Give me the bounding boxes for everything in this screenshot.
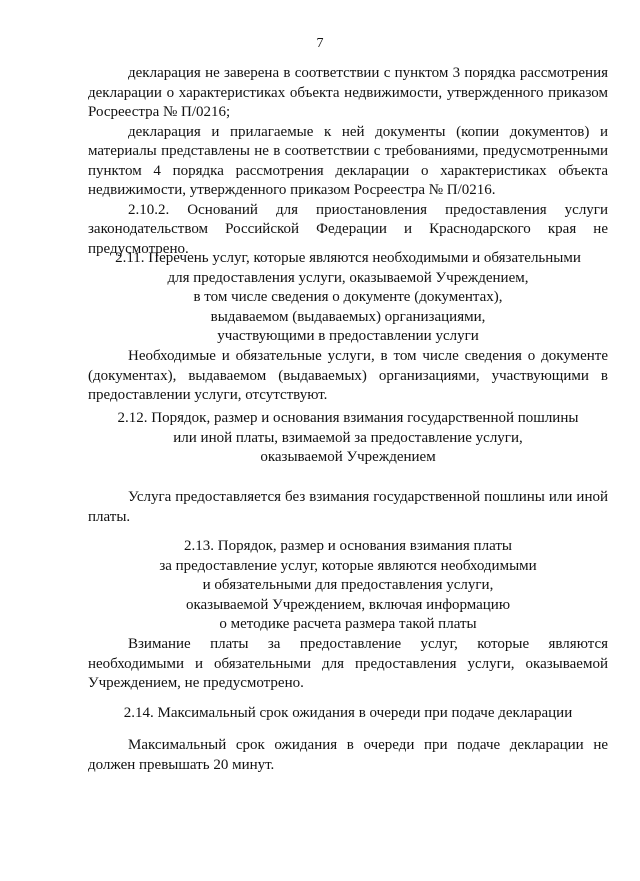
heading-line: или иной платы, взимаемой за предоставление услуги,: [173, 429, 523, 446]
heading-line: оказываемой Учреждением, включая информацию: [185, 596, 511, 613]
heading-line: за предоставление услуг, которые являются необходимыми: [159, 557, 537, 574]
section-text-2-11: [88, 347, 608, 406]
refusal-ground-item: декларация не заверена в соответствии с пунктом 3 порядка рассмотрения декларации о характеристиках объекта недвижимости, утвержденного приказом Росреестра № П/0216;: [88, 65, 608, 120]
section-heading-2-13: [88, 537, 608, 635]
heading-line: оказываемой Учреждением: [260, 449, 436, 465]
refusal-grounds-list: [88, 64, 608, 259]
heading-line: 2.11. Перечень услуг, которые являются необходимыми и обязательными: [115, 250, 581, 266]
heading-line: участвующими в предоставлении услуги: [217, 328, 479, 344]
heading-line: в том числе сведения о документе (документах),: [193, 289, 503, 305]
heading-line: 2.13. Порядок, размер и основания взимания платы: [184, 538, 512, 554]
heading-line: 2.14. Максимальный срок ожидания в очереди при подаче декларации: [123, 705, 573, 721]
heading-line: о методике расчета размера такой платы: [219, 616, 477, 632]
body-paragraph: Услуга предоставляется без взимания государственной пошлины или иной платы.: [88, 489, 608, 525]
body-paragraph: Взимание платы за предоставление услуг, которые являются необходимыми и обязательными для предоставления услуги, оказываемой Учреждением, не предусмотрено.: [88, 636, 608, 691]
heading-line: для предоставления услуги, оказываемой Учреждением,: [167, 269, 529, 286]
page-number: 7: [316, 36, 324, 51]
section-heading-2-12: [88, 409, 608, 468]
heading-line: и обязательными для предоставления услуги,: [202, 577, 494, 593]
section-text-2-12: [88, 488, 608, 527]
section-heading-2-14: [88, 704, 608, 724]
refusal-ground-item: декларация и прилагаемые к ней документы (копии документов) и материалы представлены не в соответствии с требованиями, предусмотренными пунктом 4 порядка рассмотрения декларации о характеристиках объекта недвижимости, утвержденного приказом Росреестра № П/0216.: [88, 123, 608, 198]
body-paragraph: Максимальный срок ожидания в очереди при подаче декларации не должен превышать 20 минут.: [88, 737, 608, 773]
paragraph-2-10-2: 2.10.2. Оснований для приостановления предоставления услуги законодательством Российской Федерации и Краснодарского края не предусмотрено.: [88, 201, 608, 257]
section-heading-2-11: [88, 249, 608, 347]
section-text-2-14: [88, 736, 608, 775]
section-text-2-13: [88, 635, 608, 694]
heading-line: выдаваемом (выдаваемых) организациями,: [210, 308, 486, 325]
heading-line: 2.12. Порядок, размер и основания взимания государственной пошлины: [117, 410, 579, 426]
body-paragraph: Необходимые и обязательные услуги, в том числе сведения о документе (документах), выдаваемом (выдаваемых) организациями, участвующими в предоставлении услуги, отсутствуют.: [88, 348, 608, 403]
